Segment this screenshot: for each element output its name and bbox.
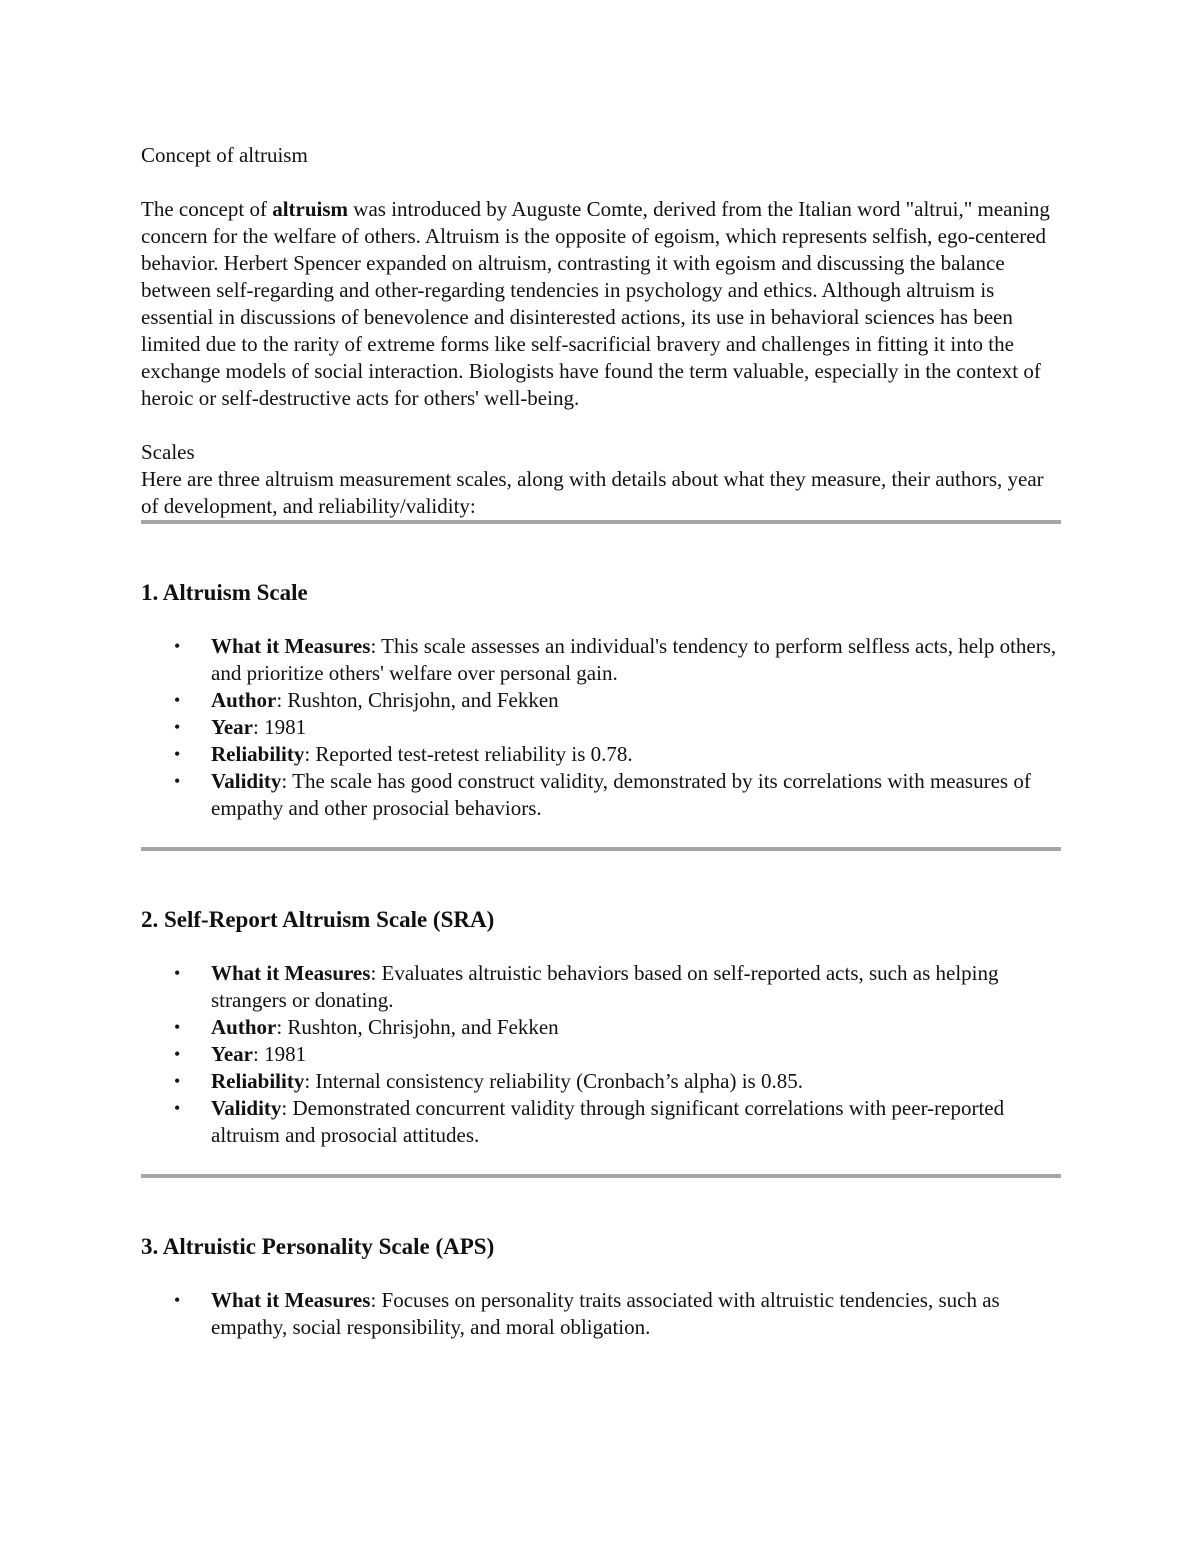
item-text: : Reported test-retest reliability is 0.78. xyxy=(304,742,633,766)
list-item xyxy=(141,633,1061,687)
section-heading: 3. Altruistic Personality Scale (APS) xyxy=(141,1234,495,1259)
list-item xyxy=(141,1095,1061,1149)
item-text: : Internal consistency reliability (Cronbach’s alpha) is 0.85. xyxy=(304,1069,803,1093)
intro-paragraph xyxy=(141,196,1061,412)
item-label: What it Measures xyxy=(211,1288,371,1312)
item-label: Author xyxy=(211,688,277,712)
item-text: : Rushton, Chrisjohn, and Fekken xyxy=(276,688,559,712)
bullet-icon: • xyxy=(174,744,181,764)
bullet-icon: • xyxy=(174,717,181,737)
item-label: Validity xyxy=(211,769,282,793)
scale-section-3 xyxy=(141,1233,1061,1341)
bullet-icon: • xyxy=(174,690,181,710)
bullet-icon: • xyxy=(174,1044,181,1064)
item-label: What it Measures xyxy=(211,634,371,658)
item-label: Reliability xyxy=(211,742,305,766)
divider xyxy=(141,520,1061,524)
bullet-icon: • xyxy=(174,1071,181,1091)
bullet-icon: • xyxy=(174,1017,181,1037)
bullet-icon: • xyxy=(174,636,181,656)
item-text: : 1981 xyxy=(252,715,307,739)
bullet-icon: • xyxy=(174,771,181,791)
divider xyxy=(141,847,1061,851)
list-item xyxy=(141,960,1061,1014)
list-item xyxy=(141,1041,1061,1068)
list-item xyxy=(141,687,1061,714)
list-item xyxy=(141,1014,1061,1041)
item-label: Reliability xyxy=(211,1069,305,1093)
item-text: : 1981 xyxy=(252,1042,307,1066)
bullet-icon: • xyxy=(174,1098,181,1118)
item-text: : Focuses on personality traits associated with altruistic tendencies, such as empathy, social responsibility, and moral obligation. xyxy=(211,1288,1000,1339)
bullet-icon: • xyxy=(174,1290,181,1310)
item-text: : This scale assesses an individual's tendency to perform selfless acts, help others, and prioritize others' welfare over personal gain. xyxy=(211,634,1057,685)
item-text: : Demonstrated concurrent validity through significant correlations with peer-reported altruism and prosocial attitudes. xyxy=(211,1096,1005,1147)
scales-heading: Scales xyxy=(141,440,195,464)
document-title: Concept of altruism xyxy=(141,143,308,167)
item-label: Validity xyxy=(211,1096,282,1120)
detail-list xyxy=(141,633,1061,822)
intro-bold-term: altruism xyxy=(272,197,349,221)
list-item xyxy=(141,768,1061,822)
scale-section-1 xyxy=(141,579,1061,847)
item-text: : The scale has good construct validity, demonstrated by its correlations with measures of empathy and other prosocial behaviors. xyxy=(211,769,1031,820)
item-text: : Evaluates altruistic behaviors based on self-reported acts, such as helping strangers or donating. xyxy=(211,961,999,1012)
detail-list xyxy=(141,1287,1061,1341)
item-label: What it Measures xyxy=(211,961,371,985)
intro-text-rest: was introduced by Auguste Comte, derived from the Italian word "altrui," meaning concern for the welfare of others. Altruism is the opposite of egoism, which represents selfish, ego-centered behavior. Herbert Spencer expanded on altruism, contrasting it with egoism and discussing the balance between self-regarding and other-regarding tendencies in psychology and ethics. Although altruism is essential in discussions of benevolence and disinterested actions, its use in behavioral sciences has been limited due to the rarity of extreme forms like self-sacrificial bravery and challenges in fitting it into the exchange models of social interaction. Biologists have found the term valuable, especially in the context of heroic or self-destructive acts for others' well-being. xyxy=(141,197,1050,410)
scale-section-2 xyxy=(141,906,1061,1174)
item-label: Year xyxy=(211,1042,253,1066)
divider xyxy=(141,1174,1061,1178)
bullet-icon: • xyxy=(174,963,181,983)
detail-list xyxy=(141,960,1061,1149)
list-item xyxy=(141,741,1061,768)
section-heading: 2. Self-Report Altruism Scale (SRA) xyxy=(141,907,495,932)
list-item xyxy=(141,1068,1061,1095)
item-label: Year xyxy=(211,715,253,739)
item-label: Author xyxy=(211,1015,277,1039)
list-item xyxy=(141,1287,1061,1341)
scales-description: Here are three altruism measurement scales, along with details about what they measure, their authors, year of development, and reliability/validity: xyxy=(141,467,1044,518)
list-item xyxy=(141,714,1061,741)
item-text: : Rushton, Chrisjohn, and Fekken xyxy=(276,1015,559,1039)
section-heading: 1. Altruism Scale xyxy=(141,580,308,605)
intro-text-start: The concept of xyxy=(141,197,273,221)
document-page xyxy=(141,142,1061,1341)
